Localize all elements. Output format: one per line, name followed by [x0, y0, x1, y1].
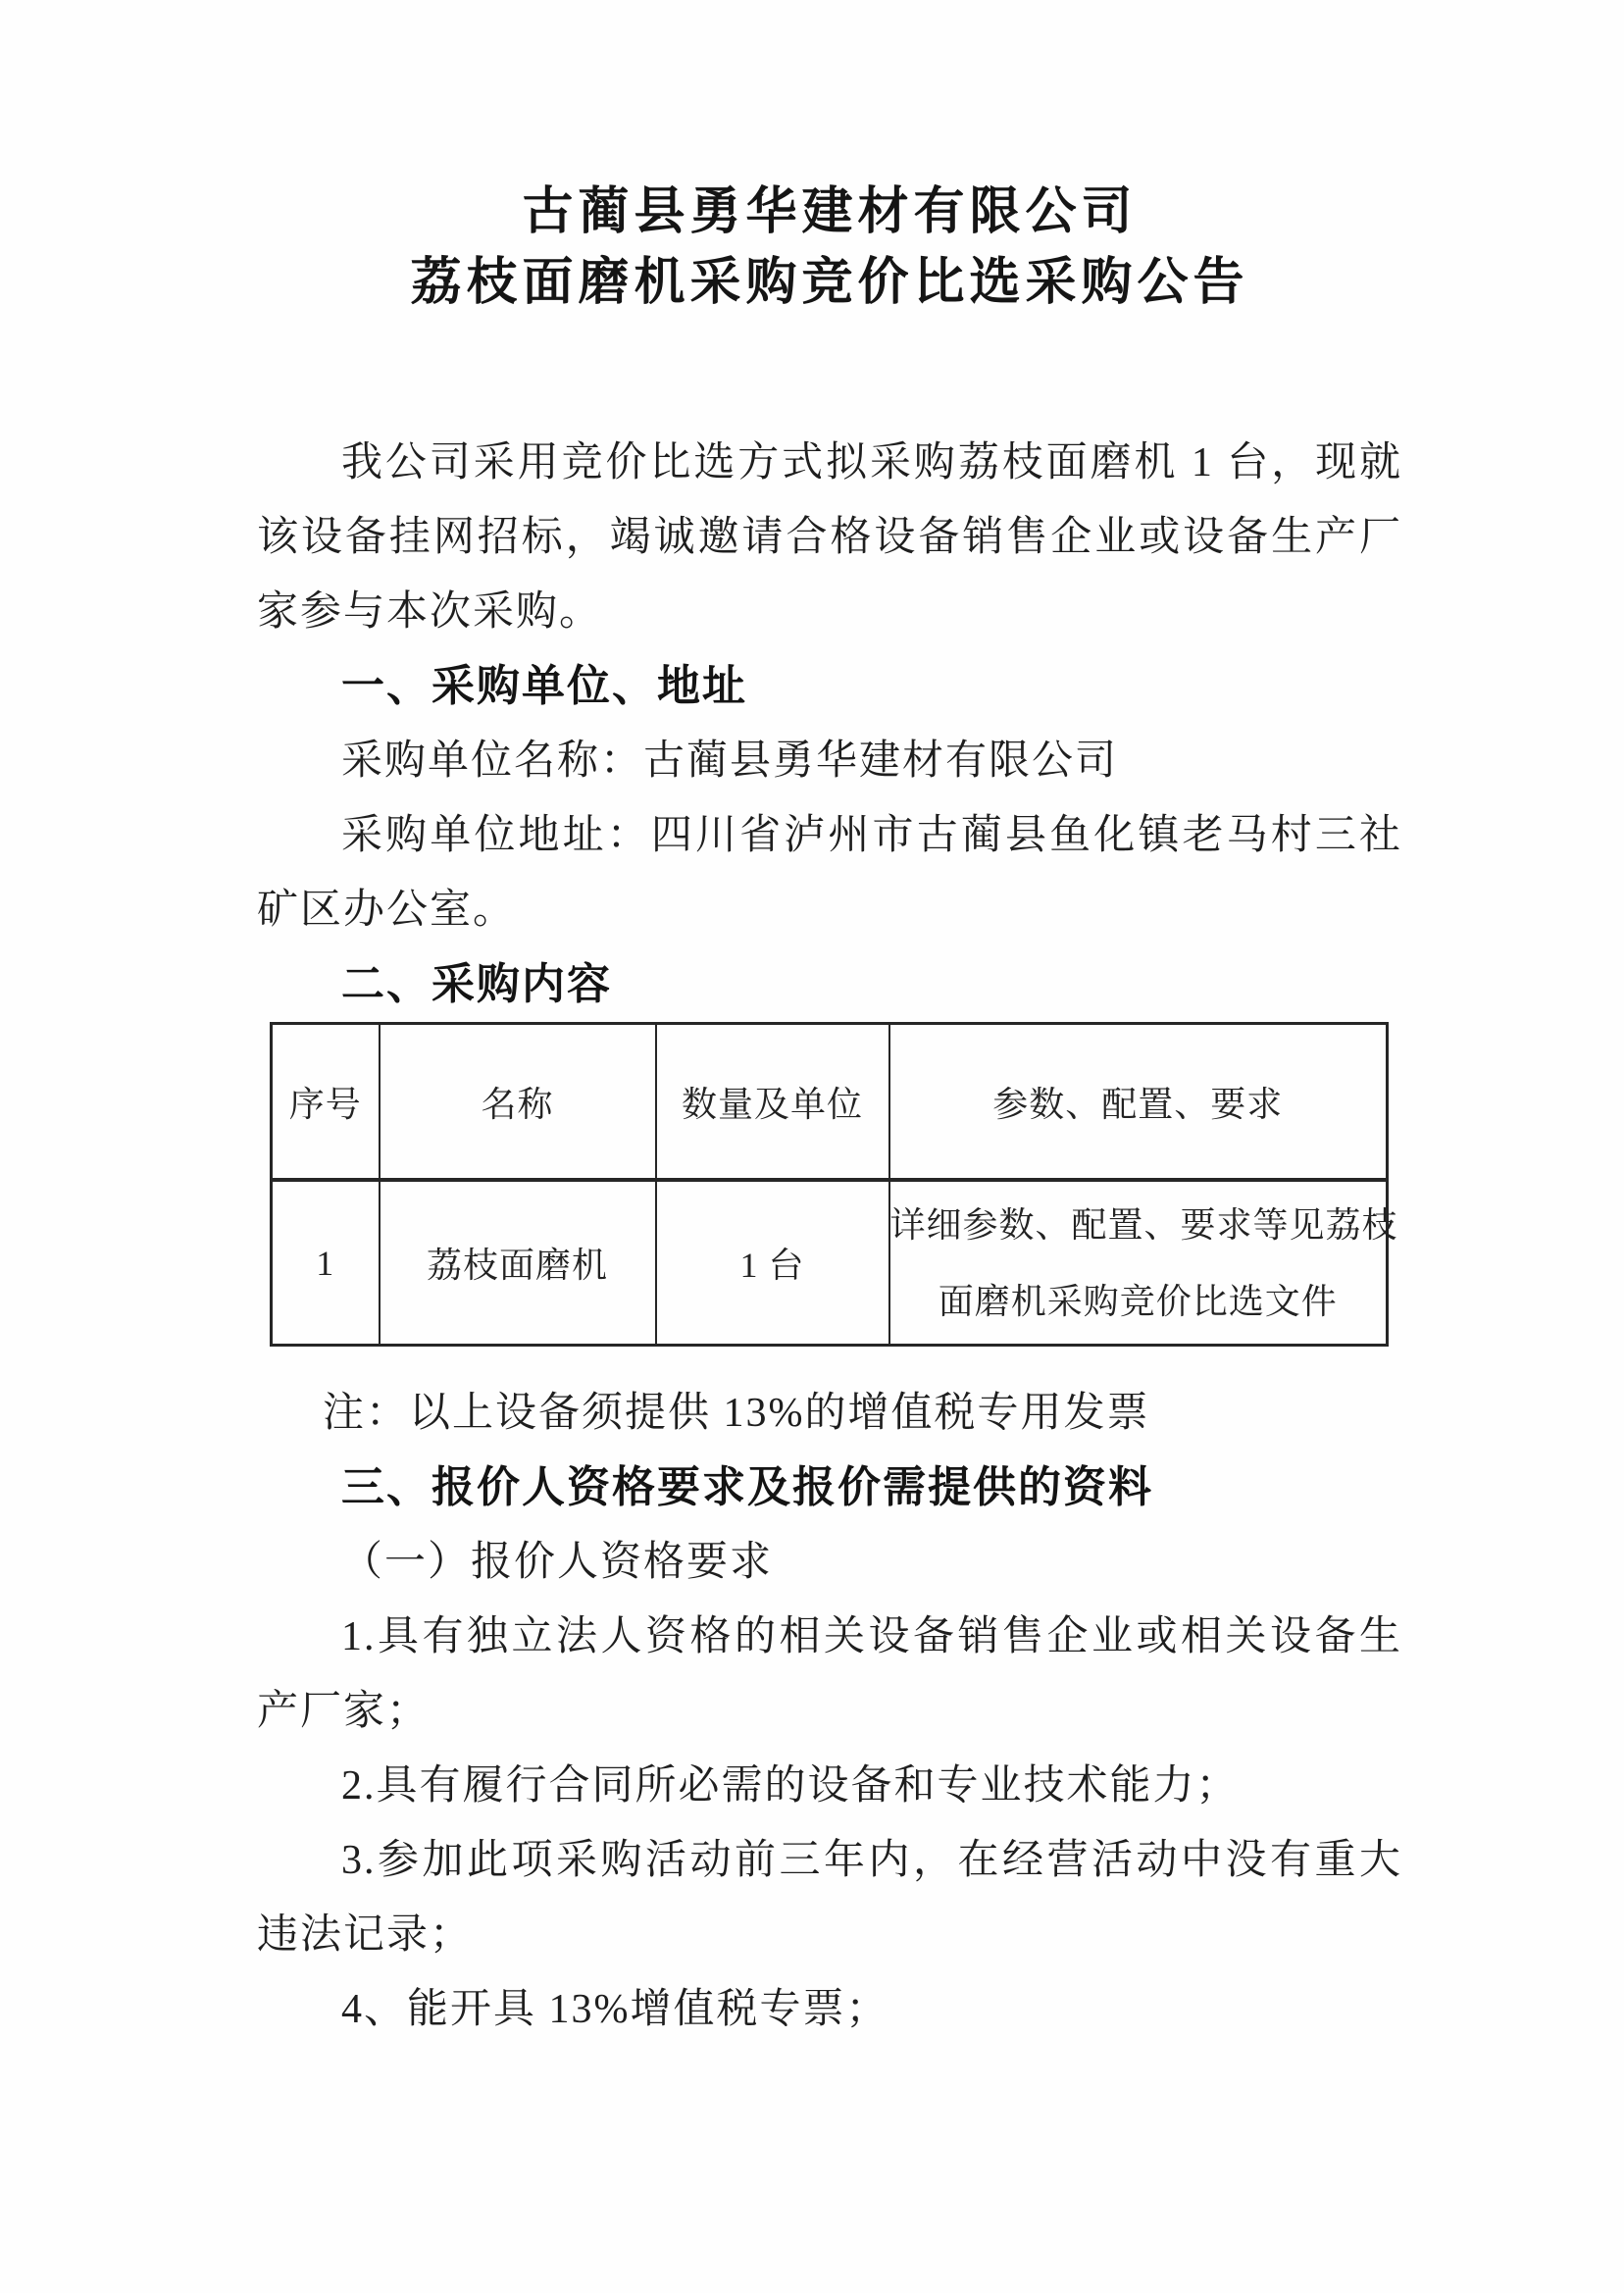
table-cell-spec-line-2: 面磨机采购竞价比选文件	[938, 1281, 1338, 1321]
table-header-quantity: 数量及单位	[656, 1024, 889, 1181]
section-3-subheading: （一）报价人资格要求	[341, 1540, 774, 1585]
table-header-name: 名称	[380, 1024, 656, 1181]
qualification-item-4: 4、能开具 13%增值税专票；	[341, 1987, 889, 2032]
qualification-item-3: 3.参加此项采购活动前三年内，在经营活动中没有重大违法记录；	[257, 1838, 1402, 1958]
table-header-spec: 参数、配置、要求	[889, 1024, 1388, 1181]
table-header-index: 序号	[272, 1024, 380, 1181]
section-2-heading: 二、采购内容	[341, 960, 612, 1008]
title-line-1: 古蔺县勇华建材有限公司	[522, 183, 1138, 240]
table-cell-name: 荔枝面磨机	[380, 1180, 656, 1346]
table-cell-quantity: 1 台	[656, 1180, 889, 1346]
purchaser-name-line: 采购单位名称：古蔺县勇华建材有限公司	[341, 739, 1119, 784]
document-title	[257, 177, 1402, 318]
qualification-item-1: 1.具有独立法人资格的相关设备销售企业或相关设备生产厂家；	[257, 1614, 1402, 1734]
table-header-row	[272, 1024, 1388, 1181]
table-cell-index: 1	[272, 1180, 380, 1346]
table-cell-spec	[889, 1180, 1398, 1346]
intro-paragraph: 我公司采用竞价比选方式拟采购荔枝面磨机 1 台，现就该设备挂网招标，竭诚邀请合格设备销售企业或设备生产厂家参与本次采购。	[257, 440, 1402, 635]
table-cell-spec-line-1: 详细参数、配置、要求等见荔枝	[889, 1204, 1398, 1245]
purchaser-address-line: 采购单位地址：四川省泸州市古蔺县鱼化镇老马村三社矿区办公室。	[257, 813, 1402, 933]
section-3-heading: 三、报价人资格要求及报价需提供的资料	[341, 1463, 1153, 1511]
title-line-2: 荔枝面磨机采购竞价比选采购公告	[410, 254, 1249, 311]
qualification-item-2: 2.具有履行合同所必需的设备和专业技术能力；	[341, 1763, 1240, 1809]
table-row	[272, 1180, 1388, 1346]
procurement-table	[270, 1022, 1398, 1347]
section-1-heading: 一、采购单位、地址	[341, 662, 747, 710]
table-note: 注：以上设备须提供 13%的增值税专用发票	[323, 1391, 1150, 1436]
